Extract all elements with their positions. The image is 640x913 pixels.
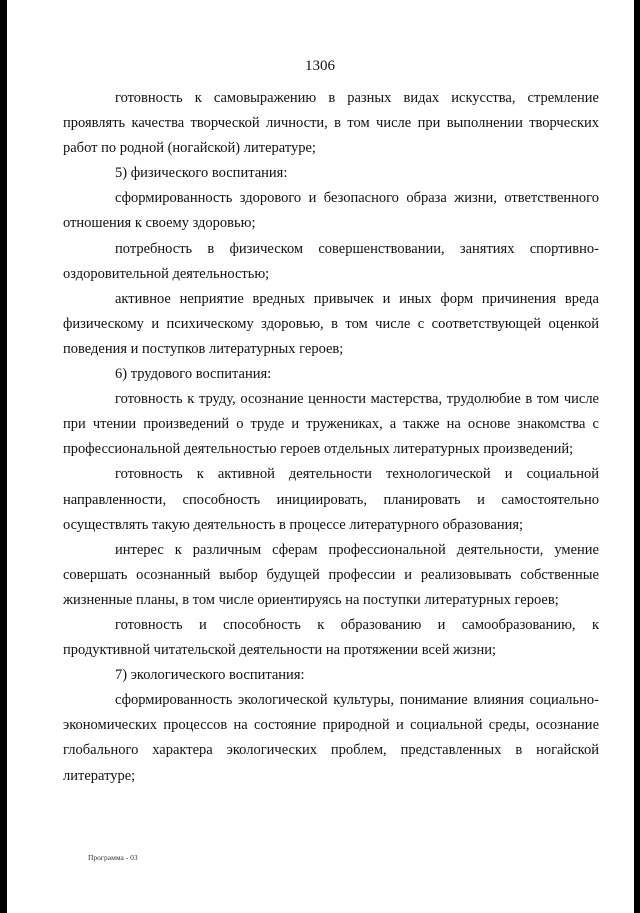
paragraph: сформированность экологической культуры, понимание влияния социально-экономических процессов на состояние природной и социальной среды, осознание глобального характера экологических проблем, представленных в ногайской литературе;	[63, 692, 599, 784]
section-heading: 6) трудового воспитания:	[115, 366, 272, 383]
paragraph: сформированность здорового и безопасного образа жизни, ответственного отношения к своему здоровью;	[63, 190, 599, 232]
paragraph: интерес к различным сферам профессиональной деятельности, умение совершать осознанный выбор будущей профессии и реализовывать собственные жизненные планы, в том числе ориентируясь на поступки литературных героев;	[63, 541, 599, 608]
paragraph: потребность в физическом совершенствовании, занятиях спортивно-оздоровительной деятельностью;	[63, 240, 599, 282]
section-heading: 7) экологического воспитания:	[115, 667, 305, 684]
section-heading: 5) физического воспитания:	[115, 165, 288, 182]
page-number: 1306	[305, 58, 335, 74]
paragraph: готовность к труду, осознание ценности мастерства, трудолюбие в том числе при чтении произведений о труде и тружениках, а также на основе знакомства с профессиональной деятельностью героев отдельных литературных произведений;	[63, 391, 599, 458]
paragraph: готовность и способность к образованию и самообразованию, к продуктивной читательской деятельности на протяжении всей жизни;	[63, 616, 599, 659]
scan-edge-left	[0, 0, 7, 913]
document-body	[63, 86, 599, 789]
footer-note: Программа - 03	[88, 853, 138, 862]
paragraph: активное неприятие вредных привычек и иных форм причинения вреда физическому и психическому здоровью, в том числе с соответствующей оценкой поведения и поступков литературных героев;	[63, 290, 599, 357]
paragraph: готовность к самовыражению в разных видах искусства, стремление проявлять качества творческой личности, в том числе при выполнении творческих работ по родной (ногайской) литературе;	[63, 90, 599, 157]
paragraph: готовность к активной деятельности технологической и социальной направленности, способность инициировать, планировать и самостоятельно осуществлять такую деятельность в процессе литературного образования;	[63, 466, 599, 533]
scan-edge-right	[634, 0, 640, 913]
